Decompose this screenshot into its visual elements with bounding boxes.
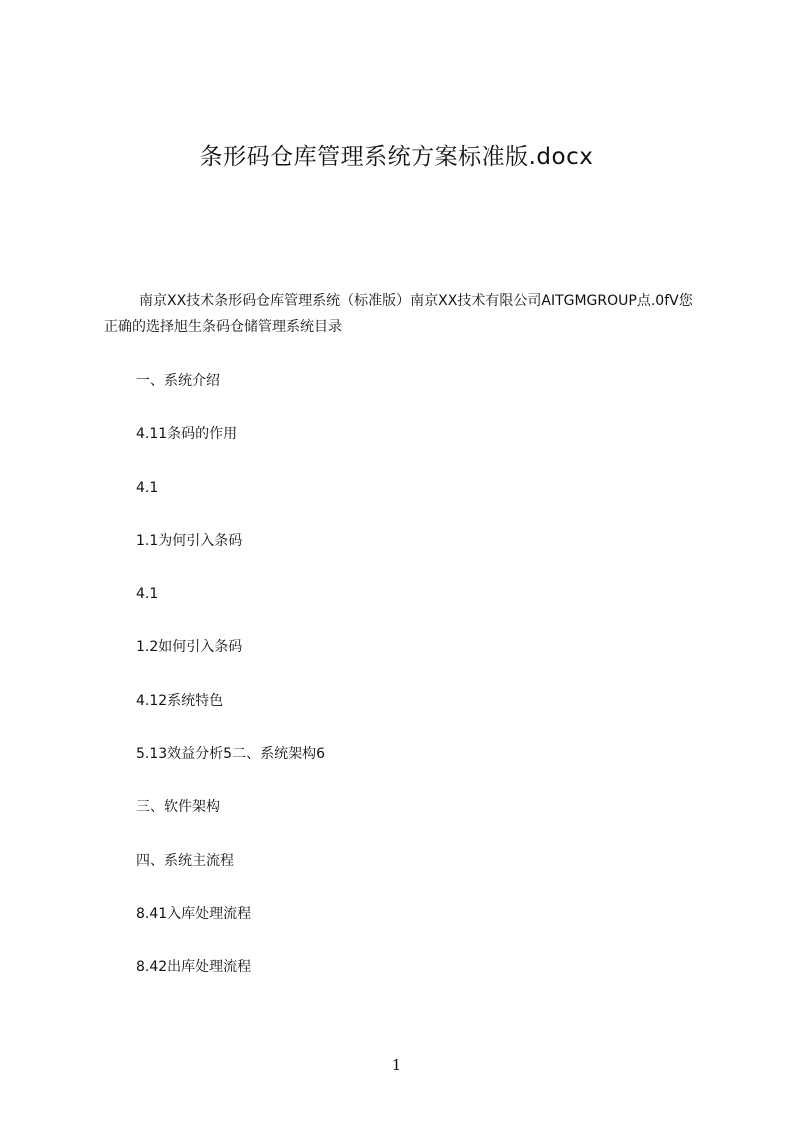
toc-entry: 四、系统主流程 [136, 852, 234, 869]
toc-entry: 一、系统介绍 [136, 373, 220, 389]
toc-entry: 4.11条码的作用 [136, 426, 238, 443]
toc-entry: 三、软件架构 [136, 799, 220, 816]
intro-paragraph: 南京XX技术条形码仓库管理系统（标准版）南京XX技术有限公司AITGMGROUP点.0fV您正确的选择旭生条码仓储管理系统目录 [104, 293, 693, 335]
table-of-contents [136, 368, 696, 1008]
toc-entry: 1.1为何引入条码 [136, 532, 243, 549]
toc-entry: 8.42出库处理流程 [136, 959, 252, 976]
document-title: 条形码仓库管理系统方案标准版.docx [199, 144, 594, 170]
toc-entry: 1.2如何引入条码 [136, 639, 243, 656]
toc-entry: 8.41入库处理流程 [136, 905, 252, 922]
toc-entry: 4.1 [136, 479, 159, 496]
page-number: 1 [391, 1056, 402, 1074]
toc-entry: 4.12系统特色 [136, 692, 224, 709]
toc-entry: 5.13效益分析5二、系统架构6 [136, 746, 325, 763]
toc-entry: 4.1 [136, 586, 159, 603]
